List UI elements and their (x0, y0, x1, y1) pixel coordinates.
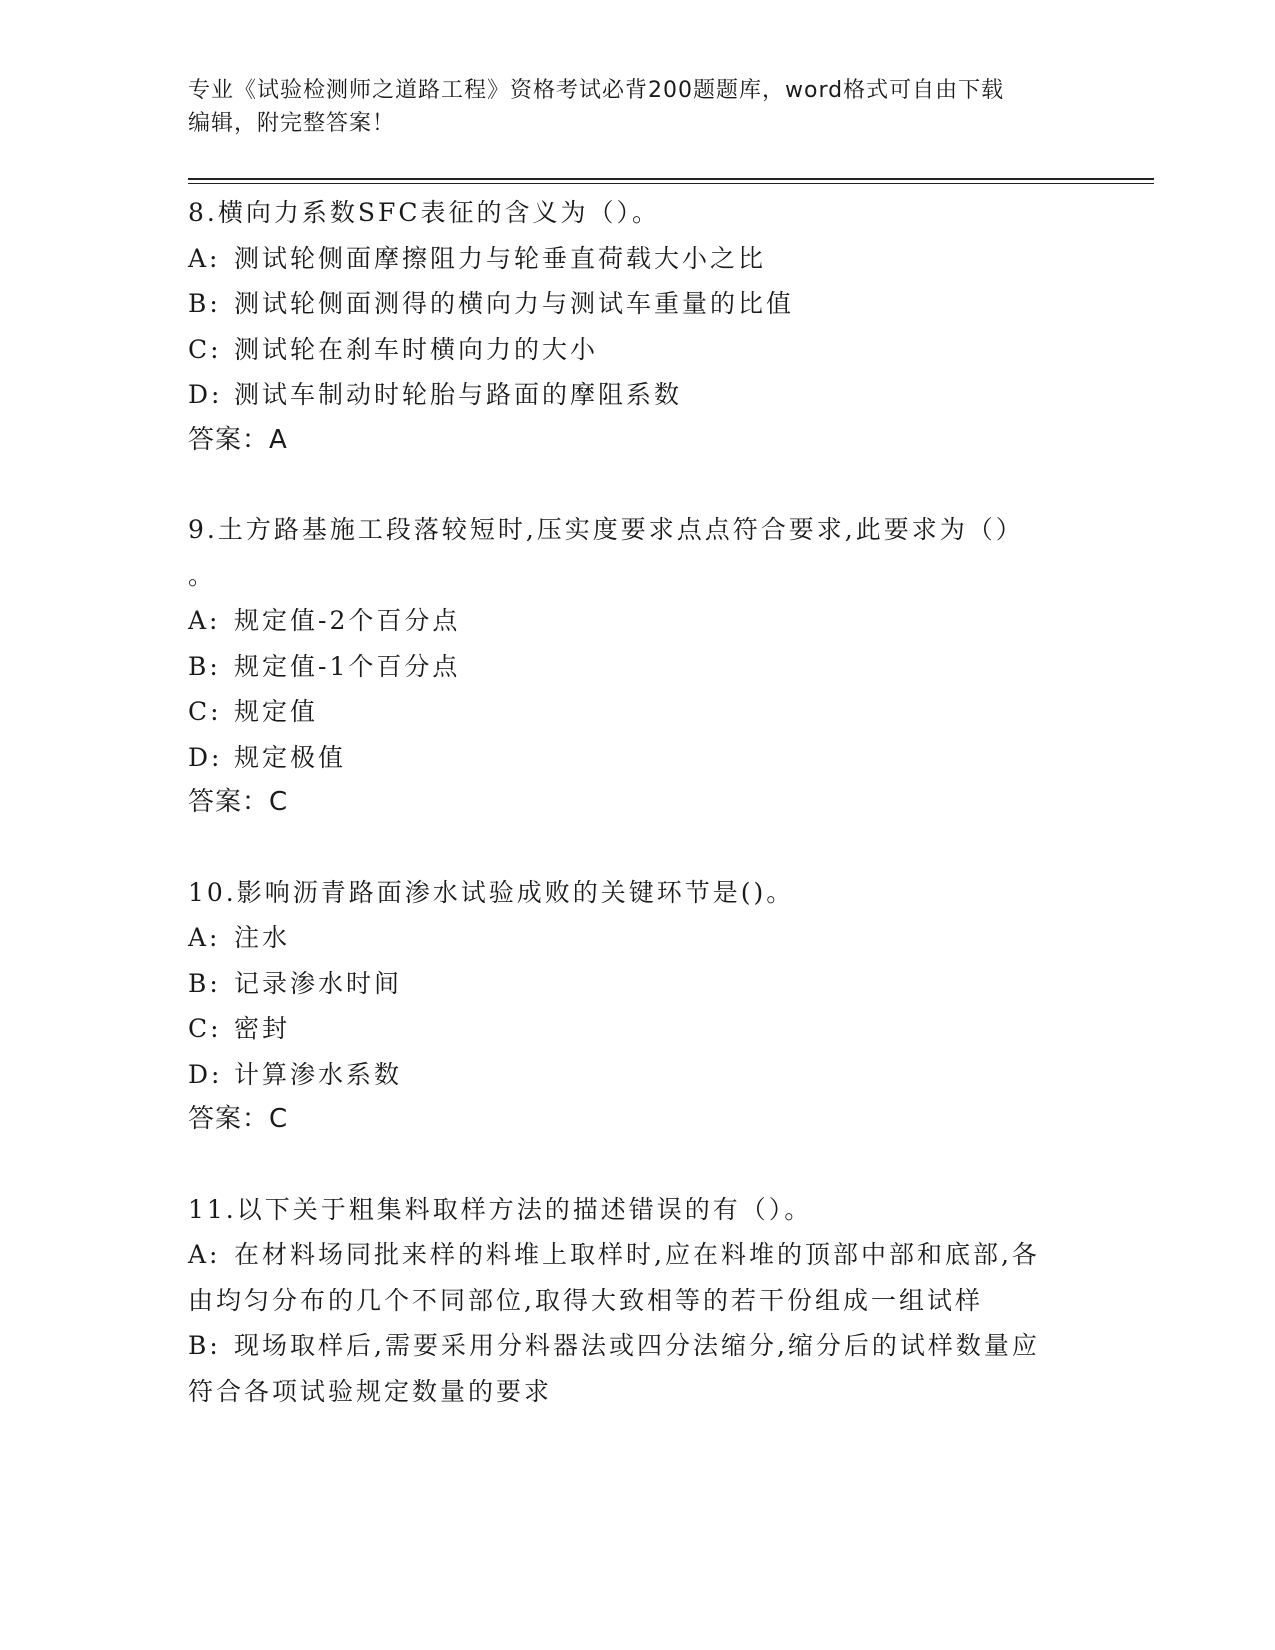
option-key: A: (188, 243, 221, 273)
option-key: C: (188, 334, 222, 364)
option-key: B: (188, 1331, 221, 1360)
option-key: D: (188, 380, 223, 409)
question-9 (188, 507, 1088, 826)
question-stem: 9.土方路基施工段落较短时,压实度要求点点符合要求,此要求为（） (188, 515, 1024, 544)
option-key: B: (188, 289, 221, 318)
option-text: 计算渗水系数 (234, 1059, 403, 1089)
option-text: 注水 (234, 923, 291, 952)
option-text: 测试车制动时轮胎与路面的摩阻系数 (234, 380, 683, 409)
answer-label: 答案：A (188, 424, 288, 455)
option-c (188, 1006, 1088, 1052)
option-key: B: (188, 651, 221, 681)
option-text: 记录渗水时间 (234, 968, 403, 998)
option-b (188, 644, 1088, 690)
question-stem-continued: 。 (188, 560, 217, 590)
question-stem: 10.影响沥青路面渗水试验成败的关键环节是()。 (188, 877, 795, 907)
option-text: 在材料场同批来样的料堆上取样时,应在料堆的顶部中部和底部,各 (234, 1240, 1040, 1269)
option-key: C: (188, 1014, 222, 1043)
document-header (188, 74, 1088, 140)
question-list (188, 190, 1088, 1458)
option-text: 规定值-2个百分点 (234, 606, 461, 635)
header-divider-thick (188, 178, 1154, 180)
option-b (188, 1323, 1088, 1369)
header-divider-thin (188, 183, 1154, 184)
option-text: 规定值 (234, 697, 319, 726)
option-b-continued: 符合各项试验规定数量的要求 (188, 1376, 553, 1406)
option-b (188, 281, 1088, 327)
question-11 (188, 1187, 1088, 1415)
option-key: C: (188, 697, 222, 726)
header-line-1: 专业《试验检测师之道路工程》资格考试必背200题题库，word格式可自由下载 (188, 78, 1005, 103)
option-key: B: (188, 968, 221, 998)
option-key: A: (188, 1240, 221, 1269)
option-key: A: (188, 606, 221, 635)
option-a (188, 1232, 1088, 1278)
option-text: 测试轮侧面摩擦阻力与轮垂直荷载大小之比 (234, 243, 767, 273)
question-stem: 11.以下关于粗集料取样方法的描述错误的有（）。 (188, 1194, 813, 1224)
option-d (188, 735, 1088, 781)
option-c (188, 689, 1088, 735)
header-line-2: 编辑，附完整答案！ (188, 111, 396, 136)
option-text: 现场取样后,需要采用分料器法或四分法缩分,缩分后的试样数量应 (234, 1331, 1040, 1360)
question-10 (188, 870, 1088, 1143)
answer-label: 答案：C (188, 1104, 289, 1134)
option-key: D: (188, 1059, 223, 1089)
option-d (188, 372, 1088, 418)
option-a (188, 915, 1088, 961)
option-c (188, 327, 1088, 373)
option-a-continued: 由均匀分布的几个不同部位,取得大致相等的若干份组成一组试样 (188, 1285, 983, 1315)
option-text: 测试轮在刹车时横向力的大小 (234, 334, 599, 364)
option-text: 测试轮侧面测得的横向力与测试车重量的比值 (234, 289, 795, 318)
option-a (188, 598, 1088, 644)
option-key: D: (188, 742, 223, 772)
option-text: 规定极值 (234, 742, 347, 772)
question-stem: 8.横向力系数SFC表征的含义为（）。 (188, 198, 660, 227)
question-8 (188, 190, 1088, 463)
option-a (188, 236, 1088, 282)
option-text: 规定值-1个百分点 (234, 651, 461, 681)
option-d (188, 1052, 1088, 1098)
option-key: A: (188, 923, 221, 952)
option-b (188, 961, 1088, 1007)
answer-label: 答案：C (188, 787, 289, 817)
option-text: 密封 (234, 1014, 291, 1043)
